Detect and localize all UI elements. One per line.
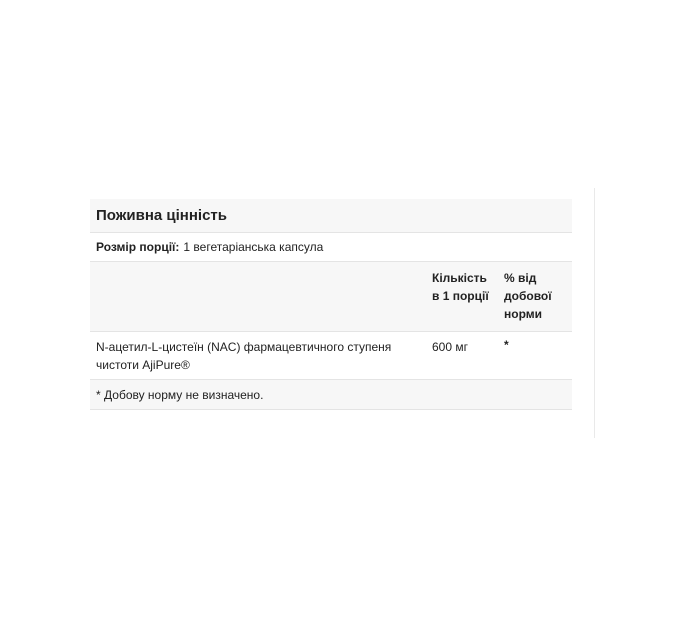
- footnote-row: [90, 380, 572, 410]
- ingredient-name: [96, 338, 416, 374]
- frame-divider: [594, 188, 595, 438]
- daily-value-column-header: [504, 269, 564, 323]
- amount-column-header: [432, 269, 502, 305]
- table-row: [90, 332, 572, 380]
- ingredient-amount: 600 мг: [432, 340, 468, 354]
- ingredient-line: N-ацетил-L-цистеїн (NAC) фармацевтичного ступеня: [96, 340, 392, 354]
- supplement-facts-table: [90, 199, 572, 410]
- dv-header-line: % від: [504, 271, 537, 285]
- footnote-text: * Добову норму не визначено.: [96, 387, 264, 402]
- dv-header-line: норми: [504, 307, 543, 321]
- column-header-row: [90, 262, 572, 332]
- amount-header-line: Кількість: [432, 271, 487, 285]
- ingredient-line: чистоти AjiPure®: [96, 358, 190, 372]
- amount-header-line: в 1 порції: [432, 289, 489, 303]
- dv-header-line: добової: [504, 289, 552, 303]
- facts-title: Поживна цінність: [96, 207, 227, 224]
- ingredient-daily-value: *: [504, 338, 509, 352]
- serving-size-row: [90, 233, 572, 262]
- serving-size-label: Розмір порції:: [96, 240, 180, 254]
- serving-size-value: 1 вегетаріанська капсула: [183, 240, 324, 254]
- title-row: [90, 199, 572, 233]
